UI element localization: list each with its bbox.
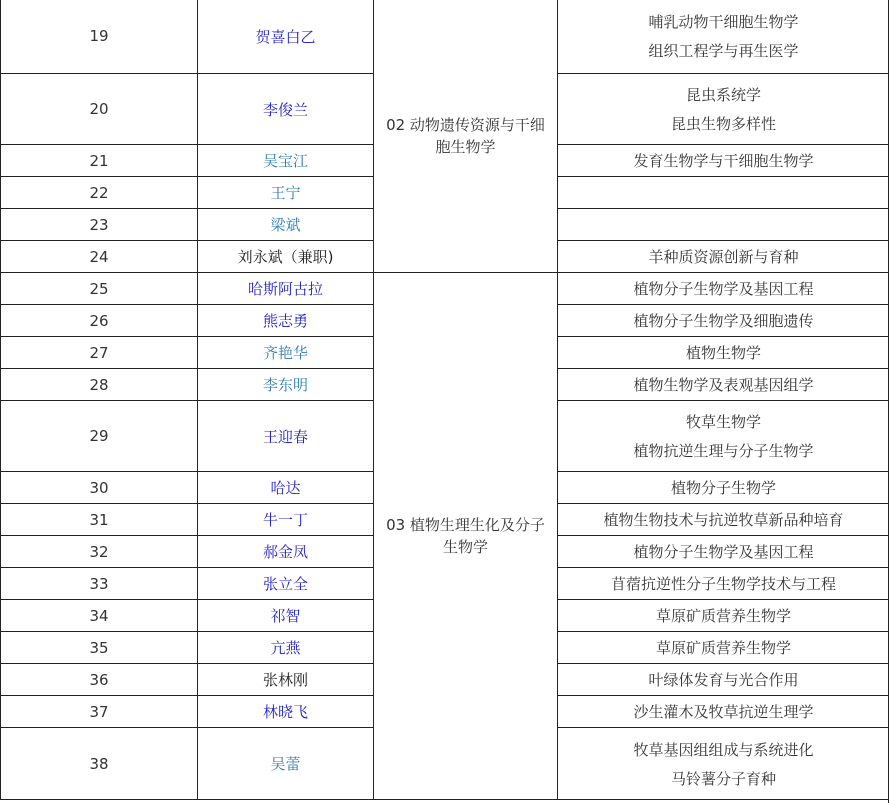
supervisor-name-link[interactable]: 王迎春 bbox=[262, 427, 308, 446]
row-number: 31 bbox=[89, 510, 109, 529]
research-direction: 哺乳动物干细胞生物学 bbox=[648, 13, 799, 31]
supervisor-name-cell bbox=[197, 241, 373, 273]
row-number: 32 bbox=[89, 542, 109, 561]
supervisor-name-cell bbox=[197, 401, 373, 472]
research-direction-cell bbox=[557, 369, 889, 401]
row-number: 30 bbox=[89, 478, 109, 497]
research-direction-cell bbox=[557, 0, 889, 74]
research-direction-cell bbox=[557, 568, 889, 600]
supervisor-name-cell bbox=[197, 664, 373, 696]
row-number-cell bbox=[0, 401, 197, 472]
row-number-cell bbox=[0, 177, 197, 209]
supervisor-name-cell bbox=[197, 504, 373, 536]
research-direction: 植物生物学及表观基因组学 bbox=[633, 376, 814, 394]
row-number-cell bbox=[0, 273, 197, 305]
research-direction: 发育生物学与干细胞生物学 bbox=[633, 152, 814, 170]
research-direction-cell bbox=[557, 401, 889, 472]
research-direction-cell bbox=[557, 145, 889, 177]
research-direction-cell bbox=[557, 177, 889, 209]
row-number-cell bbox=[0, 472, 197, 504]
research-direction: 叶绿体发育与光合作用 bbox=[648, 671, 799, 689]
supervisor-name-cell bbox=[197, 600, 373, 632]
row-number-cell bbox=[0, 74, 197, 145]
supervisor-name-cell bbox=[197, 305, 373, 337]
row-number-cell bbox=[0, 0, 197, 74]
supervisor-name-link[interactable]: 齐艳华 bbox=[262, 344, 308, 362]
research-direction: 植物分子生物学及基因工程 bbox=[633, 280, 814, 298]
row-number: 22 bbox=[89, 183, 109, 202]
row-number-cell bbox=[0, 664, 197, 696]
research-direction-cell bbox=[557, 241, 889, 273]
supervisor-name-link[interactable]: 哈达 bbox=[270, 479, 301, 497]
row-number-cell bbox=[0, 568, 197, 600]
research-direction: 植物抗逆生理与分子生物学 bbox=[633, 442, 814, 460]
supervisor-name-link[interactable]: 梁斌 bbox=[270, 216, 301, 234]
supervisor-name-link[interactable]: 吴蕾 bbox=[270, 755, 301, 773]
row-number-cell bbox=[0, 632, 197, 664]
research-direction-cell bbox=[557, 632, 889, 664]
category-cell bbox=[373, 0, 557, 273]
supervisor-name-link[interactable]: 祁智 bbox=[270, 607, 301, 625]
research-direction-cell bbox=[557, 696, 889, 728]
row-number: 19 bbox=[89, 27, 109, 45]
row-number: 24 bbox=[89, 247, 109, 266]
supervisor-name-cell bbox=[197, 369, 373, 401]
row-number-cell bbox=[0, 337, 197, 369]
research-direction-cell bbox=[557, 536, 889, 568]
research-direction-cell bbox=[557, 209, 889, 241]
research-direction-cell bbox=[557, 337, 889, 369]
row-number: 34 bbox=[89, 606, 109, 625]
row-number: 38 bbox=[89, 754, 109, 773]
research-direction-cell bbox=[557, 472, 889, 504]
row-number-cell bbox=[0, 536, 197, 568]
supervisor-name-cell bbox=[197, 632, 373, 664]
supervisor-name-cell bbox=[197, 568, 373, 600]
research-direction: 草原矿质营养生物学 bbox=[655, 639, 791, 657]
research-direction-cell bbox=[557, 74, 889, 145]
row-number: 20 bbox=[89, 100, 109, 118]
row-number-cell bbox=[0, 241, 197, 273]
supervisor-name-link[interactable]: 王宁 bbox=[270, 184, 301, 202]
row-number: 25 bbox=[89, 279, 109, 298]
row-number: 35 bbox=[89, 638, 109, 657]
supervisor-name-cell bbox=[197, 337, 373, 369]
row-number-cell bbox=[0, 696, 197, 728]
research-direction: 组织工程学与再生医学 bbox=[648, 42, 799, 60]
category-label: 02 动物遗传资源与干细胞生物学 bbox=[386, 115, 545, 156]
research-direction: 草原矿质营养生物学 bbox=[655, 607, 791, 625]
supervisor-name-link[interactable]: 林晓飞 bbox=[262, 703, 308, 721]
supervisor-name-link[interactable]: 郝金凤 bbox=[262, 543, 308, 561]
research-direction: 马铃薯分子育种 bbox=[670, 769, 776, 788]
supervisor-name-cell bbox=[197, 273, 373, 305]
research-direction: 昆虫系统学 bbox=[685, 86, 761, 104]
row-number: 23 bbox=[89, 215, 109, 234]
research-direction: 牧草基因组组成与系统进化 bbox=[633, 740, 814, 759]
supervisor-name-cell bbox=[197, 0, 373, 74]
category-cell bbox=[373, 273, 557, 800]
row-number: 36 bbox=[89, 670, 109, 689]
supervisor-name-link[interactable]: 牛一丁 bbox=[262, 511, 308, 529]
row-number: 27 bbox=[89, 343, 109, 362]
supervisor-name-link[interactable]: 哈斯阿古拉 bbox=[247, 280, 323, 298]
row-number: 28 bbox=[89, 375, 109, 394]
research-direction: 植物生物学 bbox=[685, 344, 761, 362]
research-direction: 牧草生物学 bbox=[685, 413, 761, 431]
research-direction-cell bbox=[557, 728, 889, 800]
supervisor-name: 刘永斌（兼职) bbox=[237, 248, 334, 266]
row-number-cell bbox=[0, 145, 197, 177]
research-direction-cell bbox=[557, 600, 889, 632]
research-direction: 植物分子生物学及细胞遗传 bbox=[633, 312, 814, 330]
research-direction: 沙生灌木及牧草抗逆生理学 bbox=[633, 703, 814, 721]
research-direction: 羊种质资源创新与育种 bbox=[648, 248, 799, 266]
supervisor-name-link[interactable]: 吴宝江 bbox=[262, 152, 308, 170]
supervisor-name-link[interactable]: 亢燕 bbox=[270, 639, 301, 657]
research-direction-cell bbox=[557, 273, 889, 305]
supervisor-name-cell bbox=[197, 696, 373, 728]
supervisor-name-link[interactable]: 李东明 bbox=[262, 376, 308, 394]
research-direction: 昆虫生物多样性 bbox=[670, 115, 776, 133]
research-direction: 植物分子生物学 bbox=[670, 479, 776, 497]
research-direction-cell bbox=[557, 664, 889, 696]
row-number: 26 bbox=[89, 311, 109, 330]
supervisor-name-link[interactable]: 李俊兰 bbox=[262, 100, 308, 119]
research-direction: 植物分子生物学及基因工程 bbox=[633, 543, 814, 561]
row-number-cell bbox=[0, 305, 197, 337]
supervisor-name-cell bbox=[197, 74, 373, 145]
supervisor-name-cell bbox=[197, 145, 373, 177]
research-direction-cell bbox=[557, 305, 889, 337]
supervisor-name-cell bbox=[197, 209, 373, 241]
row-number: 37 bbox=[89, 702, 109, 721]
supervisor-name-link[interactable]: 贺喜白乙 bbox=[255, 27, 316, 46]
supervisor-name-cell bbox=[197, 177, 373, 209]
row-number-cell bbox=[0, 504, 197, 536]
row-number: 21 bbox=[89, 151, 109, 170]
research-direction-cell bbox=[557, 504, 889, 536]
research-direction: 苜蓿抗逆性分子生物学技术与工程 bbox=[610, 575, 836, 593]
supervisor-name-link[interactable]: 张立全 bbox=[262, 575, 308, 593]
row-number: 33 bbox=[89, 574, 109, 593]
supervisor-name-link[interactable]: 熊志勇 bbox=[262, 312, 308, 330]
category-label: 03 植物生理生化及分子生物学 bbox=[386, 516, 545, 556]
supervisor-name-cell bbox=[197, 472, 373, 504]
supervisor-name-cell bbox=[197, 536, 373, 568]
row-number-cell bbox=[0, 369, 197, 401]
row-number-cell bbox=[0, 728, 197, 800]
research-direction: 植物生物技术与抗逆牧草新品种培育 bbox=[603, 511, 844, 529]
supervisor-name: 张林刚 bbox=[262, 671, 308, 689]
row-number-cell bbox=[0, 209, 197, 241]
supervisor-name-cell bbox=[197, 728, 373, 800]
row-number: 29 bbox=[89, 427, 109, 445]
row-number-cell bbox=[0, 600, 197, 632]
